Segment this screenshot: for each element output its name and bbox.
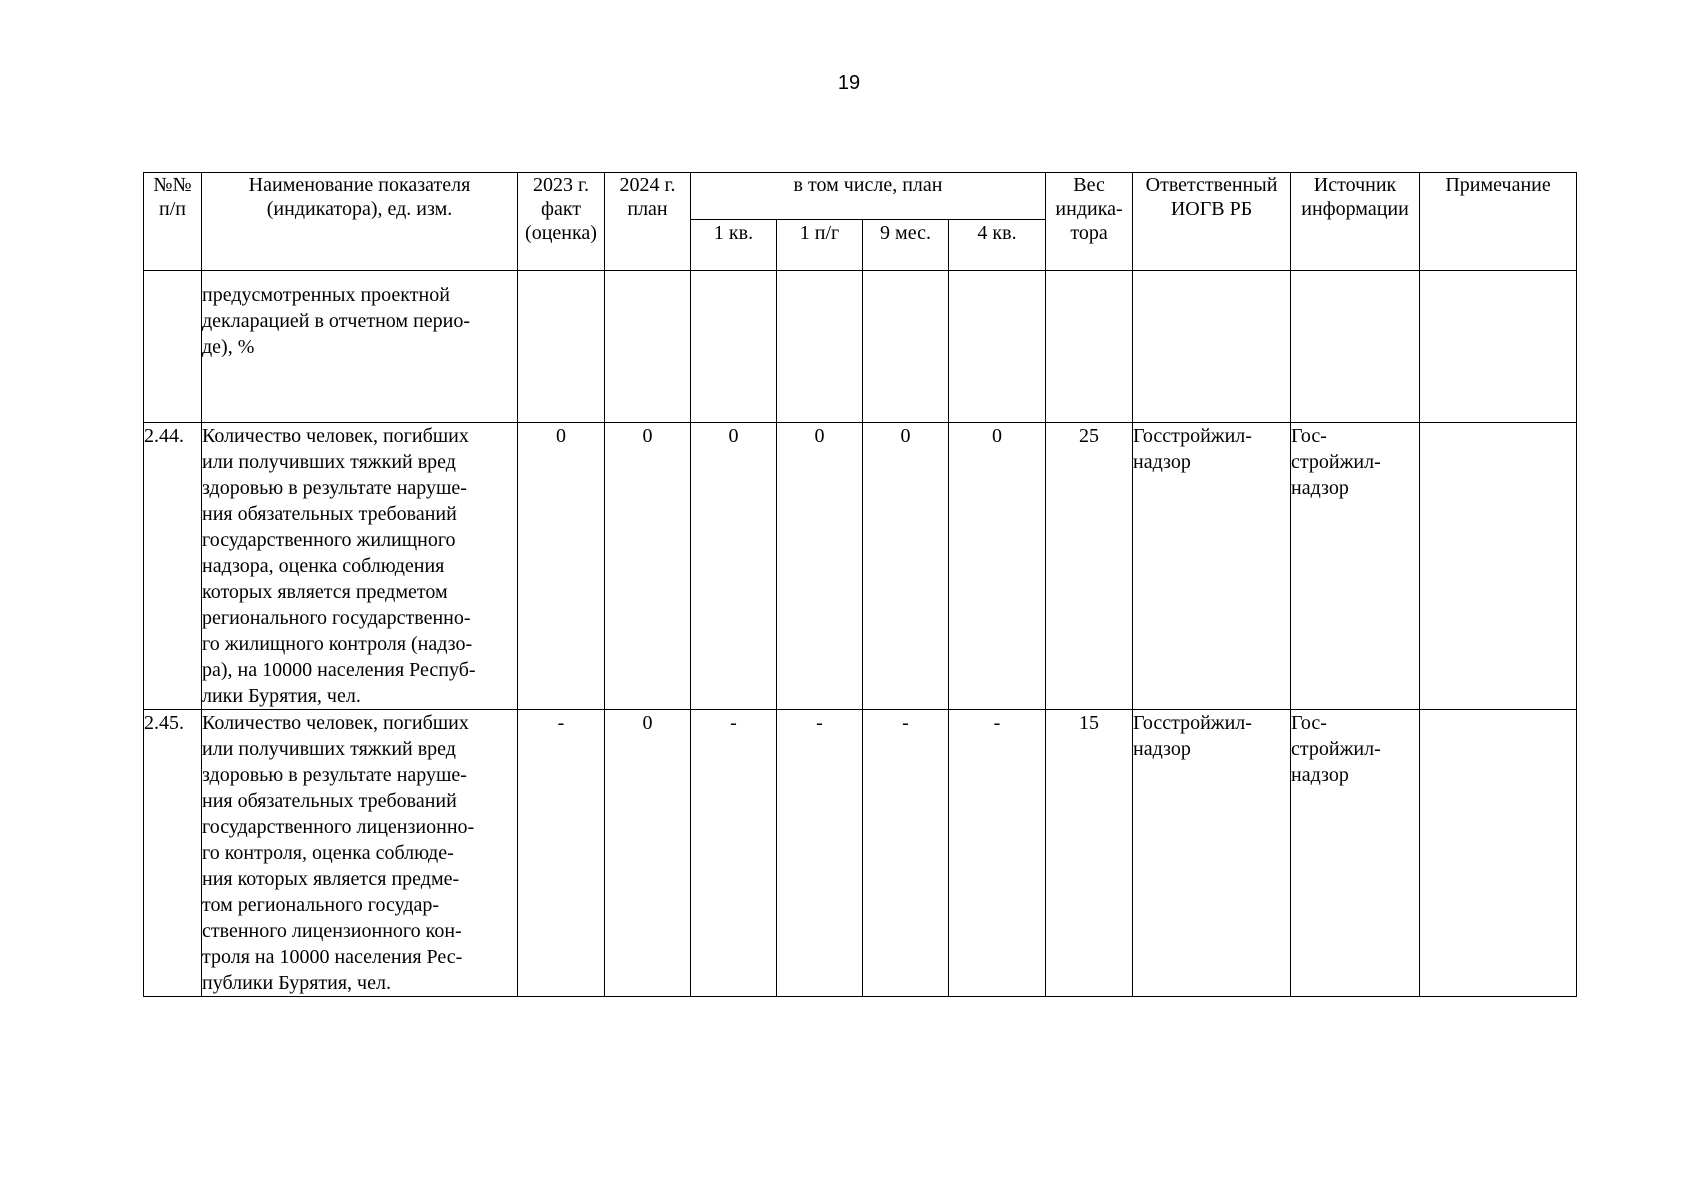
row-source: Гос- стройжил- надзор: [1291, 423, 1420, 710]
row-weight: 25: [1046, 423, 1133, 710]
row-plan-2024: 0: [605, 423, 691, 710]
header-weight: Вес индика- тора: [1046, 173, 1133, 271]
page-number: 19: [837, 72, 861, 94]
header-plan-2024: 2024 г. план: [605, 173, 691, 271]
table-row: [144, 271, 1577, 423]
row-h1: [777, 271, 863, 423]
row-q4: [949, 271, 1046, 423]
row-fact-2023: 0: [518, 423, 605, 710]
header-fact-2023: 2023 г. факт (оценка): [518, 173, 605, 271]
row-q4: -: [949, 710, 1046, 997]
row-plan-2024: [605, 271, 691, 423]
header-source: Источник информации: [1291, 173, 1420, 271]
row-q1: 0: [691, 423, 777, 710]
row-source: [1291, 271, 1420, 423]
row-source: Гос- стройжил- надзор: [1291, 710, 1420, 997]
row-num: 2.44.: [144, 423, 202, 710]
row-responsible: Госстройжил- надзор: [1133, 710, 1291, 997]
row-9m: -: [863, 710, 949, 997]
table-row: [144, 423, 1577, 710]
row-h1: 0: [777, 423, 863, 710]
row-note: [1420, 423, 1577, 710]
row-q4: 0: [949, 423, 1046, 710]
row-name: предусмотренных проектной декларацией в отчетном перио- де), %: [202, 271, 518, 423]
row-9m: [863, 271, 949, 423]
row-fact-2023: -: [518, 710, 605, 997]
header-including-plan: в том числе, план: [691, 173, 1046, 220]
row-plan-2024: 0: [605, 710, 691, 997]
row-note: [1420, 271, 1577, 423]
header-q1: 1 кв.: [691, 220, 777, 271]
header-q4: 4 кв.: [949, 220, 1046, 271]
row-h1: -: [777, 710, 863, 997]
row-q1: [691, 271, 777, 423]
indicators-table: [143, 172, 1577, 997]
row-num: 2.45.: [144, 710, 202, 997]
row-weight: [1046, 271, 1133, 423]
header-name: Наименование показателя (индикатора), ед. изм.: [202, 173, 518, 271]
row-name: Количество человек, погибших или получивших тяжкий вред здоровью в результате наруше- ния обязательных требований государственного жилищного надзора, оценка соблюдения которых является предметом регионального государственно- го жилищного контроля (надзо- ра), на 10000 населения Респуб- лики Бурятия, чел.: [202, 423, 518, 710]
row-note: [1420, 710, 1577, 997]
row-weight: 15: [1046, 710, 1133, 997]
row-9m: 0: [863, 423, 949, 710]
table-row: [144, 710, 1577, 997]
header-9m: 9 мес.: [863, 220, 949, 271]
row-responsible: Госстройжил- надзор: [1133, 423, 1291, 710]
row-q1: -: [691, 710, 777, 997]
header-num: №№ п/п: [144, 173, 202, 271]
header-row: [144, 173, 1577, 220]
header-responsible: Ответственный ИОГВ РБ: [1133, 173, 1291, 271]
row-name: Количество человек, погибших или получивших тяжкий вред здоровью в результате наруше- ния обязательных требований государственного лицензионно- го контроля, оценка соблюде- ния которых является предме- том регионального государ- ственного лицензионного кон- троля на 10000 населения Рес- публики Бурятия, чел.: [202, 710, 518, 997]
header-note: Примечание: [1420, 173, 1577, 271]
header-h1: 1 п/г: [777, 220, 863, 271]
row-fact-2023: [518, 271, 605, 423]
row-num: [144, 271, 202, 423]
row-responsible: [1133, 271, 1291, 423]
